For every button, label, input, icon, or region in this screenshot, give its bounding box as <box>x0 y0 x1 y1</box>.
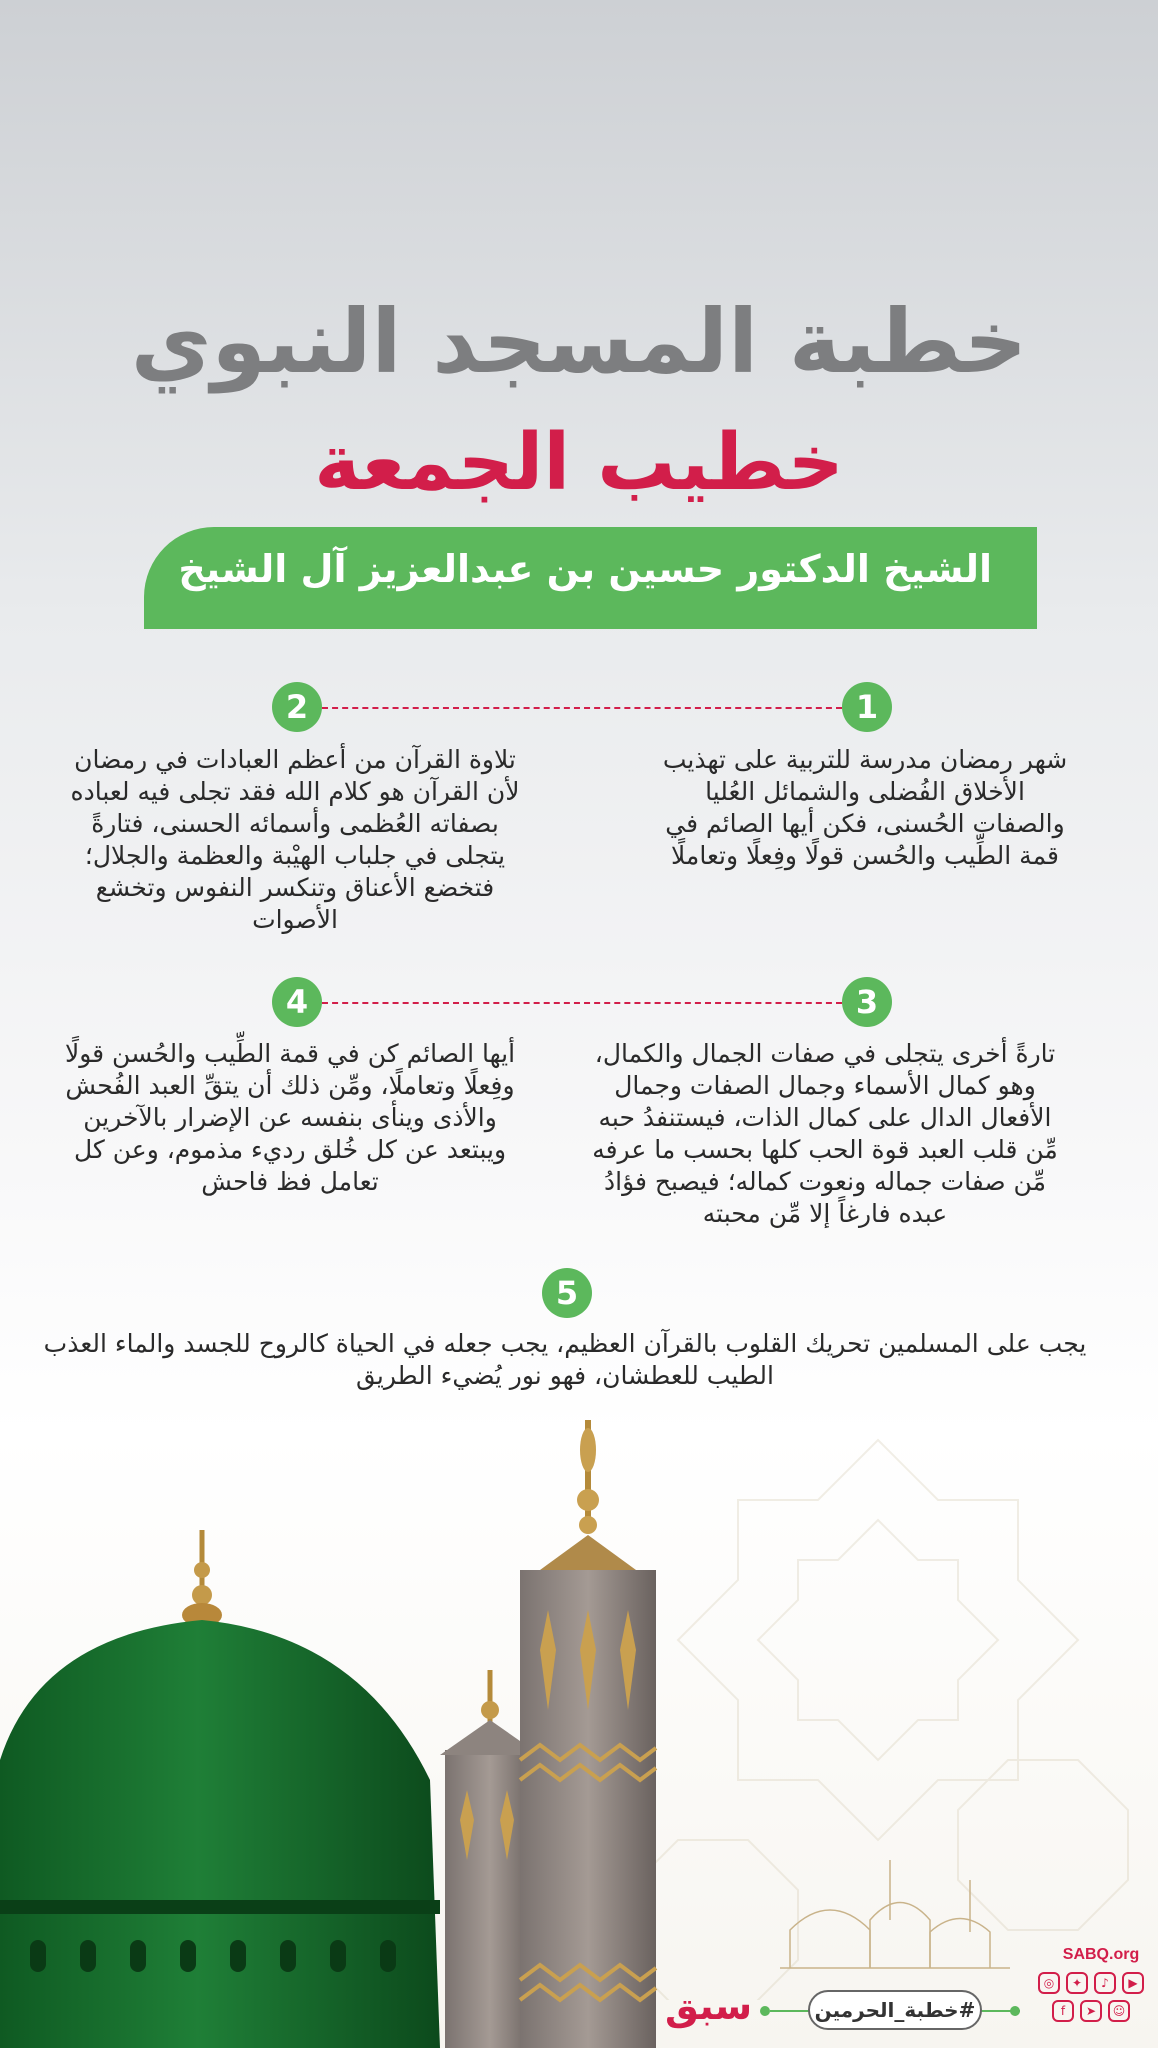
mosque-dome-and-minaret-illustration <box>0 1420 680 2048</box>
twitter-icon[interactable]: ✦ <box>1066 1972 1088 1994</box>
tiktok-icon[interactable]: ♪ <box>1094 1972 1116 1994</box>
hashtag-left-dot <box>760 2006 770 2016</box>
page-title: خطبة المسجد النبوي <box>130 290 1028 393</box>
point-text-5: يجب على المسلمين تحريك القلوب بالقرآن العظيم، يجب جعله في الحياة كالروح للجسد والماء العذب الطيب للعطشان، فهو نور يُضيء الطريق <box>43 1329 1087 1390</box>
page-subtitle: خطيب الجمعة <box>314 418 844 508</box>
point-number-2: 2 <box>272 682 322 732</box>
point-text-4: أيها الصائم كن في قمة الطِّيب والحُسن قولًا وفِعلًا وتعاملًا، ومِّن ذلك أن يتقِّ العبد الفُحش والأذى وينأى بنفسه عن الإضرار بالآخرين ويبتعد عن كل خُلق رديء مذموم، وعن كل تعامل فظ فاحش <box>64 1039 516 1196</box>
telegram-icon[interactable]: ➤ <box>1080 2000 1102 2022</box>
row-divider-1 <box>322 707 842 709</box>
snapchat-icon[interactable]: ☺ <box>1108 2000 1130 2022</box>
footer <box>660 1860 1158 2048</box>
sabq-logo[interactable] <box>665 1976 753 2036</box>
hashtag-right-dot <box>1010 2006 1020 2016</box>
point-number-3: 3 <box>842 977 892 1027</box>
instagram-icon[interactable]: ◎ <box>1038 1972 1060 1994</box>
hashtag-pill[interactable]: #خطبة_الحرمين <box>808 1990 982 2030</box>
point-text-3: تارةً أخرى يتجلى في صفات الجمال والكمال، وهو كمال الأسماء وجمال الصفات وجمال الأفعال الدال على كمال الذات، فيستنفدُ حبه مِّن قلب العبد قوة الحب كلها بحسب ما عرفه مِّن صفات جماله ونعوت كماله؛ فيصبح فؤادُ عبده فارغاً إلا مِّن محبته <box>592 1039 1058 1228</box>
sabq-logo-text: سبق <box>665 1984 753 2028</box>
site-url[interactable]: SABQ.org <box>1062 1946 1140 1963</box>
point-number-1: 1 <box>842 682 892 732</box>
youtube-icon[interactable]: ▶ <box>1122 1972 1144 1994</box>
row-divider-2 <box>322 1002 842 1004</box>
point-number-5: 5 <box>542 1268 592 1318</box>
preacher-name: الشيخ الدكتور حسين بن عبدالعزيز آل الشيخ <box>178 547 992 591</box>
facebook-icon[interactable]: f <box>1052 2000 1074 2022</box>
mosque-line-art-icon <box>770 1860 1020 1970</box>
point-number-4: 4 <box>272 977 322 1027</box>
point-text-1: شهر رمضان مدرسة للتربية على تهذيب الأخلاق الفُضلى والشمائل العُليا والصفات الحُسنى، فكن أيها الصائم في قمة الطِّيب والحُسن قولًا وفِعلًا وتعاملًا <box>662 745 1068 870</box>
point-text-2: تلاوة القرآن من أعظم العبادات في رمضان لأن القرآن هو كلام الله فقد تجلى فيه لعباده بصفاته العُظمى وأسمائه الحسنى، فتارةً يتجلى في جلباب الهيْبة والعظمة والجلال؛ فتخضع الأعناق وتنكسر النفوس وتخشع الأصوات <box>70 745 520 934</box>
preacher-banner <box>144 527 1037 629</box>
